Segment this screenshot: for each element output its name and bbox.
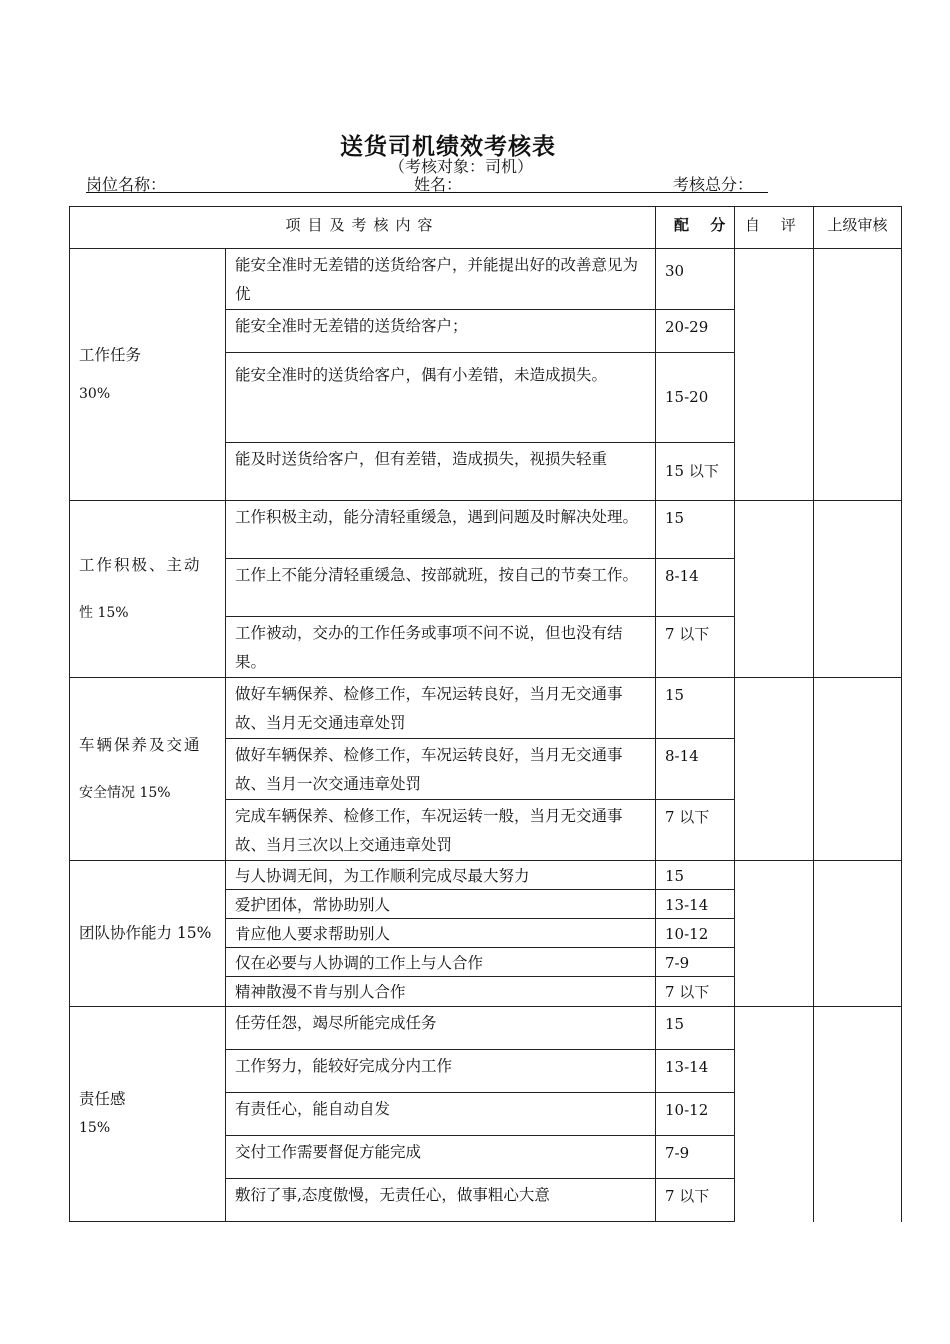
table-row xyxy=(70,678,902,739)
score-range: 15 xyxy=(656,501,735,559)
header-score: 配 分 xyxy=(656,207,735,249)
score-range: 10-12 xyxy=(656,919,735,948)
score-range: 10-12 xyxy=(656,1093,735,1136)
self-eval-cell[interactable] xyxy=(735,678,814,861)
header-underline xyxy=(86,192,768,193)
self-eval-cell[interactable] xyxy=(735,501,814,678)
self-eval-cell[interactable] xyxy=(735,249,814,501)
score-range: 7 以下 xyxy=(656,800,735,861)
score-range: 8-14 xyxy=(656,739,735,800)
category-weight: 15% xyxy=(79,1120,111,1136)
name-label: 姓名： xyxy=(414,175,463,194)
category-label: 工作任务 xyxy=(79,345,142,364)
category-weight: 30% xyxy=(79,385,111,402)
criterion-text: 任劳任怨，竭尽所能完成任务 xyxy=(226,1007,656,1050)
score-range: 30 xyxy=(656,249,735,310)
self-eval-cell[interactable] xyxy=(735,861,814,1007)
supervisor-review-cell[interactable] xyxy=(814,1007,902,1222)
table-row xyxy=(70,861,902,890)
header-item-content: 项目及考核内容 xyxy=(70,207,656,249)
score-range: 7-9 xyxy=(656,1136,735,1179)
score-range: 15 xyxy=(656,1007,735,1050)
total-score-label: 考核总分： xyxy=(673,175,754,194)
criterion-text: 肯应他人要求帮助别人 xyxy=(226,919,656,948)
score-range: 13-14 xyxy=(656,1050,735,1093)
category-label: 车辆保养及交通 xyxy=(79,736,202,754)
self-eval-cell[interactable] xyxy=(735,1007,814,1222)
score-range: 15 以下 xyxy=(656,443,735,501)
supervisor-review-cell[interactable] xyxy=(814,678,902,861)
table-header-row xyxy=(70,207,902,249)
header-supervisor-review: 上级审核 xyxy=(814,207,902,249)
criterion-text: 敷衍了事,态度傲慢，无责任心，做事粗心大意 xyxy=(226,1179,656,1222)
score-range: 8-14 xyxy=(656,559,735,617)
score-range: 7-9 xyxy=(656,948,735,977)
header-self-eval: 自 评 xyxy=(735,207,814,249)
category-weight: 安全情况 15% xyxy=(79,785,171,801)
form-subtitle: （考核对象：司机） xyxy=(388,157,533,176)
table-row xyxy=(70,249,902,310)
position-label: 岗位名称： xyxy=(86,175,167,194)
assessment-table xyxy=(69,206,902,1222)
criterion-text: 能安全准时无差错的送货给客户，并能提出好的改善意见为优 xyxy=(226,249,656,310)
criterion-text: 仅在必要与人协调的工作上与人合作 xyxy=(226,948,656,977)
category-cell xyxy=(70,501,226,678)
score-range: 15 xyxy=(656,861,735,890)
criterion-text: 工作被动，交办的工作任务或事项不问不说，但也没有结果。 xyxy=(226,617,656,678)
criterion-text: 工作上不能分清轻重缓急、按部就班，按自己的节奏工作。 xyxy=(226,559,656,617)
criterion-text: 有责任心，能自动自发 xyxy=(226,1093,656,1136)
score-range: 15 xyxy=(656,678,735,739)
criterion-text: 工作努力，能较好完成分内工作 xyxy=(226,1050,656,1093)
score-range: 7 以下 xyxy=(656,977,735,1007)
category-label: 责任感 xyxy=(79,1090,126,1108)
criterion-text: 完成车辆保养、检修工作，车况运转一般，当月无交通事故、当月三次以上交通违章处罚 xyxy=(226,800,656,861)
criterion-text: 做好车辆保养、检修工作，车况运转良好，当月无交通事故、当月一次交通违章处罚 xyxy=(226,739,656,800)
category-cell xyxy=(70,249,226,501)
criterion-text: 与人协调无间，为工作顺利完成尽最大努力 xyxy=(226,861,656,890)
supervisor-review-cell[interactable] xyxy=(814,861,902,1007)
score-range: 13-14 xyxy=(656,890,735,919)
category-cell xyxy=(70,1007,226,1222)
category-cell xyxy=(70,678,226,861)
category-label: 工作积极、主动 xyxy=(79,556,202,574)
score-range: 7 以下 xyxy=(656,617,735,678)
score-range: 7 以下 xyxy=(656,1179,735,1222)
criterion-text: 能安全准时的送货给客户，偶有小差错，未造成损失。 xyxy=(226,353,656,443)
criterion-text: 爱护团体，常协助别人 xyxy=(226,890,656,919)
category-cell xyxy=(70,861,226,1007)
criterion-text: 做好车辆保养、检修工作，车况运转良好，当月无交通事故、当月无交通违章处罚 xyxy=(226,678,656,739)
criterion-text: 能安全准时无差错的送货给客户； xyxy=(226,310,656,353)
supervisor-review-cell[interactable] xyxy=(814,501,902,678)
table-row xyxy=(70,1007,902,1050)
form-title: 送货司机绩效考核表 xyxy=(340,134,556,160)
criterion-text: 精神散漫不肯与别人合作 xyxy=(226,977,656,1007)
supervisor-review-cell[interactable] xyxy=(814,249,902,501)
score-range: 15-20 xyxy=(656,353,735,443)
criterion-text: 工作积极主动，能分清轻重缓急，遇到问题及时解决处理。 xyxy=(226,501,656,559)
category-weight: 性 15% xyxy=(79,605,129,621)
table-row xyxy=(70,501,902,559)
score-range: 20-29 xyxy=(656,310,735,353)
criterion-text: 能及时送货给客户，但有差错，造成损失，视损失轻重 xyxy=(226,443,656,501)
criterion-text: 交付工作需要督促方能完成 xyxy=(226,1136,656,1179)
category-label: 团队协作能力 15% xyxy=(79,924,212,942)
